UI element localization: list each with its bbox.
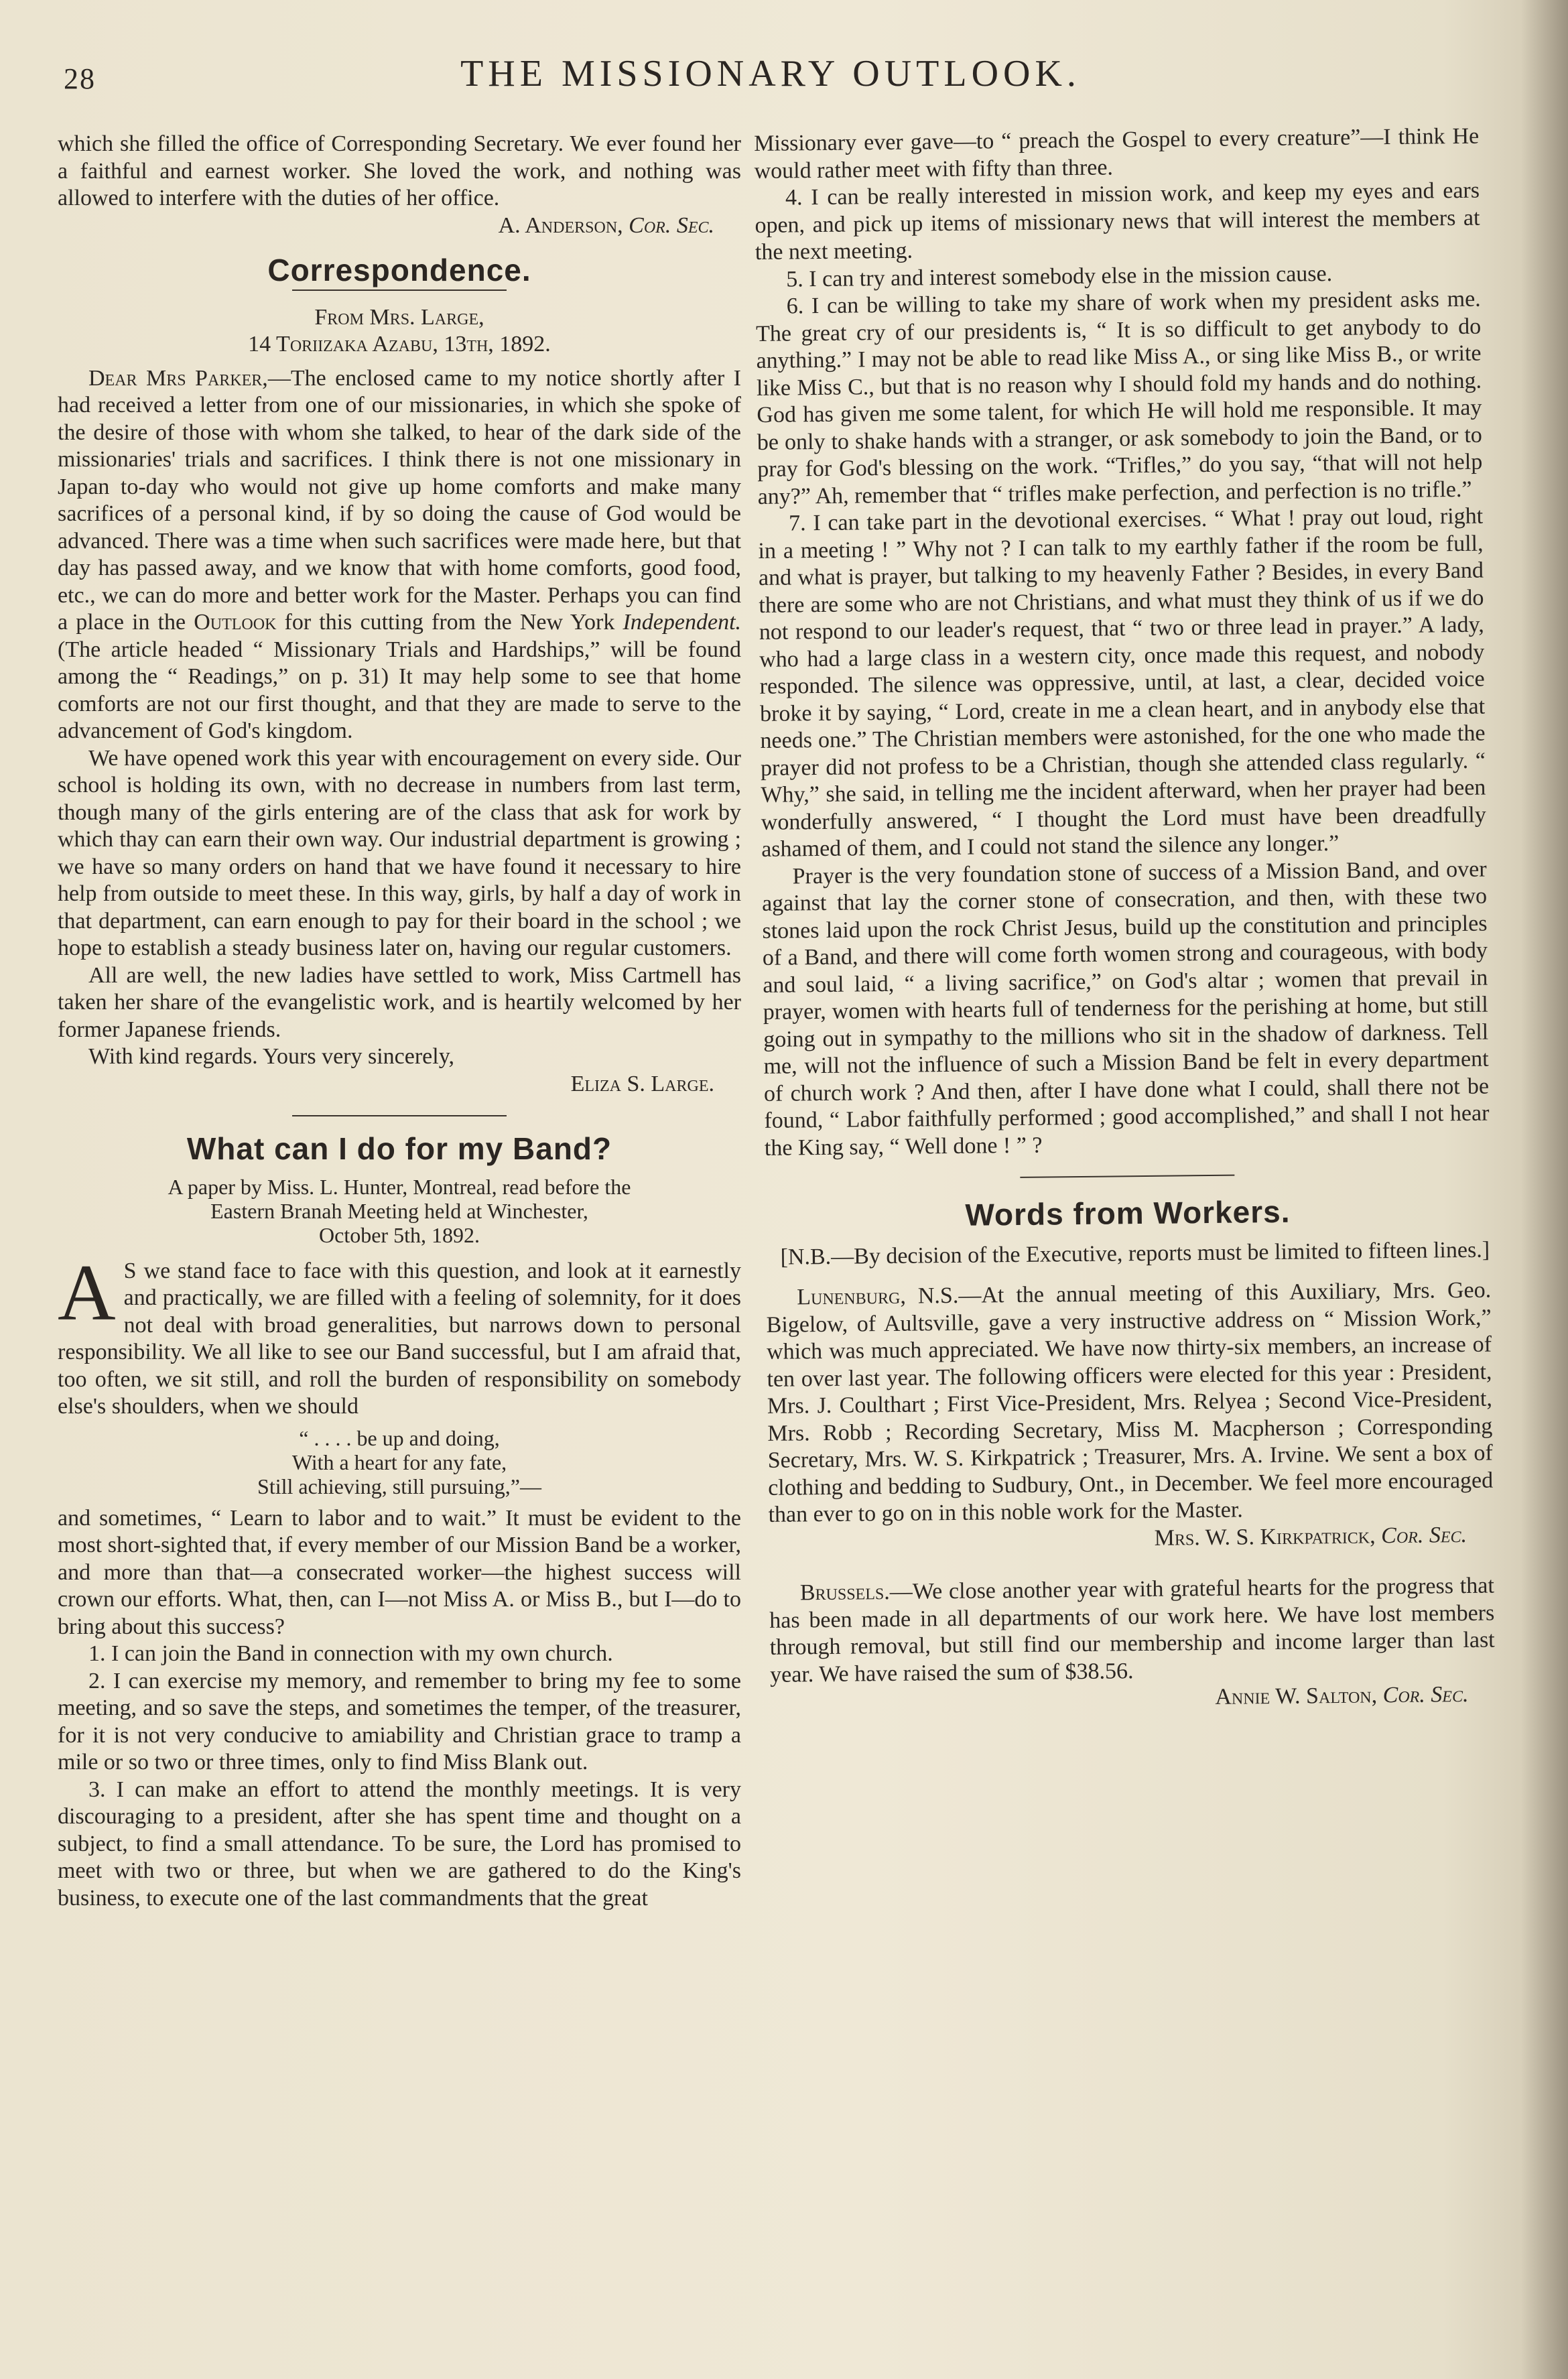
paper-intro-1: A paper by Miss. L. Hunter, Montreal, read before the: [168, 1174, 631, 1199]
left-column: [58, 131, 741, 1912]
brussels-place: Brussels.: [799, 1579, 890, 1606]
letter-paragraph-2: We have opened work this year with encouragement on every side. Our school is holding its own, with no decrease in numbers from last term, though many of the girls entering are of the class that ask for work by which thay can earn their own way. Our industrial department is growing ; we have so many orders on hand that we have found it necessary to hire help from outside to meet these. In this way, girls, by half a day of work in that department, can earn enough to pay for their board in the school ; we hope to establish a steady business later on, having our regular customers.: [58, 745, 741, 960]
continuation-paragraph: Missionary ever gave—to “ preach the Gospel to every creature”—I think He would rather meet with fifty than three.: [754, 123, 1480, 184]
band-paragraph-2: and sometimes, “ Learn to labor and to wait.” It must be evident to the most short-sighted that, if every member of our Mission Band be a worker, and more than that—a consecrated worker—the highest success will crown our efforts. What, then, can I—not Miss A. or Miss B., but I—do to bring about this success?: [58, 1505, 741, 1639]
opening-paragraph: which she filled the office of Corresponding Secretary. We ever found her a faithful and earnest worker. She loved the work, and nothing was allowed to interfere with the duties of her office.: [58, 131, 741, 210]
list-item-1: 1. I can join the Band in connection with my own church.: [88, 1641, 613, 1666]
letter-paragraph-1: Dear Mrs Parker,—The enclosed came to my notice shortly after I had received a letter from one of our missionaries, in which she spoke of the desire of those with whom she talked, to hear of the dark side of the missionaries' trials and sacrifices. I think there is not one missionary in Japan to-day who would not give up home comforts and make many sacrifices of a personal kind, if by so doing the cause of God would be advanced. There was a time when such sacrifices were made here, but that day has passed away, and we know that with home comforts, good food, etc., we can do more and better work for the Master. Perhaps you can find a place in the Outlook for this cutting from the New York Independent. (The article headed “ Missionary Trials and Hardships,” will be found among the “ Readings,” on p. 31) It may help some to see that home comforts are not our first thought, and that they are made to serve to the advancement of God's kingdom.: [58, 365, 742, 743]
verse-line-3: Still achieving, still pursuing,”—: [257, 1474, 541, 1498]
list-item-7: 7. I can take part in the devotional exercises. “ What ! pray out loud, right in a meeting ! ” Why not ? I can talk to my earthly father if the room be full, and what is prayer, but talking to my heavenly Father ? Besides, in every Band there are some who are not Christians, and what must they think of us if we do not respond to our leader's request, that “ two or three lead in prayer.” A lady, who had a large class in a western city, once made this request, and nobody responded. The silence was oppressive, until, at last, a clear, decided voice broke it by saying, “ Lord, create in me a clean heart, and in anybody else that needs one.” The Christian members were astonished, for the one who made the prayer did not profess to be a Christian, though she attended class regularly. “ Why,” she said, in telling me the incident afterward, when her prayer had been wonderfully answered, “ I thought the Lord must have been dreadfully ashamed of them, and I could not stand the silence any longer.”: [758, 503, 1486, 862]
page-header: [64, 52, 1478, 99]
right-column: [754, 123, 1496, 1716]
paper-intro-2: Eastern Branah Meeting held at Winchester,: [210, 1198, 588, 1223]
letter-signature: Eliza S. Large.: [570, 1071, 714, 1096]
heading-rule: [292, 290, 507, 291]
brussels-report: Brussels.—We close another year with grateful hearts for the progress that has been made in all departments of our work here. We have lost members through removal, but still find our membership and income larger than last year. We have raised the sum of $38.56.: [769, 1573, 1495, 1687]
paper-intro-3: October 5th, 1892.: [319, 1222, 480, 1247]
lunenburg-place: Lunenburg, N.S.: [797, 1283, 959, 1310]
binding-shadow: [1521, 0, 1568, 2379]
list-item-6: 6. I can be willing to take my share of work when my president asks me. The great cry of our presidents is, “ It is so difficult to get anybody to do anything.” I may not be able to read like Miss A., or sing like Miss B., or write like Miss C., but that is no reason why I should fold my hands and do nothing. God has given me some talent, for which He will hold me responsible. It may be only to shake hands with a stranger, or ask somebody to join the Band, or to pray for God's blessing on the work. “Trifles,” do you say, “that will not help any?” Ah, remember that “ trifles make perfection, and perfection is no trifle.”: [755, 286, 1483, 509]
list-item-4: 4. I can be really interested in mission work, and keep my eyes and ears open, and pick up items of missionary news that will interest the members at the next meeting.: [755, 178, 1480, 265]
outlook-word: Outlook: [194, 610, 277, 635]
opening-signature: A. Anderson, Cor. Sec.: [498, 212, 714, 238]
letter-closing: With kind regards. Yours very sincerely,: [88, 1044, 454, 1069]
verse-line-1: “ . . . . be up and doing,: [299, 1425, 500, 1450]
page-number: 28: [64, 62, 96, 95]
workers-heading: Words from Workers.: [965, 1194, 1291, 1232]
band-heading: What can I do for my Band?: [186, 1131, 612, 1166]
salutation: Dear Mrs Parker,: [88, 365, 268, 391]
list-item-3: 3. I can make an effort to attend the monthly meetings. It is very discouraging to a president, after she has spent time and thought on a subject, to find a small attendance. To be sure, the Lord has promised to meet with two or three, but when we are gathered to do the King's business, to execute one of the last commandments that the great: [58, 1777, 741, 1911]
journal-title: THE MISSIONARY OUTLOOK.: [460, 53, 1081, 94]
lunenburg-signature: Mrs. W. S. Kirkpatrick, Cor. Sec.: [1154, 1522, 1467, 1551]
prayer-paragraph: Prayer is the very foundation stone of success of a Mission Band, and over against that lay the corner stone of consecration, and then, with these two stones laid upon the rock Christ Jesus, build up the constitution and principles of a Band, and there will come forth women strong and courageous, with body and soul laid, “ a living sacrifice,” on God's altar ; women that prevail in prayer, women with hearts full of tenderness for the perishing at home, but still going out in sympathy to the millions who sit in the shadow of darkness. Tell me, will not the influence of such a Mission Band be felt in every department of church work ? And then, after I have done what I could, shall there not be found, “ Labor faithfully performed ; good accomplished,” and shall I not hear the King say, “ Well done ! ” ?: [761, 856, 1490, 1161]
drop-cap: A: [58, 1247, 116, 1337]
lunenburg-report: Lunenburg, N.S.—At the annual meeting of this Auxiliary, Mrs. Geo. Bigelow, of Aultsville, gave a very instructive address on “ Mission Work,” which was much appreciated. We have now thirty-six members, an increase of ten over last year. The following officers were elected for this year : President, Mrs. J. Coulthart ; First Vice-President, Mrs. Relyea ; Second Vice-President, Mrs. Robb ; Recording Secretary, Miss M. Macpherson ; Corresponding Secretary, Mrs. W. S. Kirkpatrick ; Treasurer, Mrs. A. Irvine. We sent a box of clothing and bedding to Sudbury, Ont., in December. We feel more encouraged than ever to go on in this noble work for the Master.: [766, 1277, 1494, 1527]
band-paragraph-1: A S we stand face to face with this question, and look at it earnestly and practically, we are filled with a feeling of solemnity, for it does not deal with broad generalities, but narrows down to personal responsibility. We all like to see our Band successful, but I am afraid that, too often, we sit still, and roll the burden of responsibility on somebody else's shoulders, when we should: [58, 1247, 741, 1419]
brussels-signature: Annie W. Salton, Cor. Sec.: [1215, 1681, 1469, 1710]
list-item-2: 2. I can exercise my memory, and remember to bring my fee to some meeting, and so save the steps, and sometimes the temper, of the treasurer, for it is not very conducive to amiability and Christian grace to tramp a mile or so two or three times, only to find Miss Blank out.: [58, 1668, 741, 1775]
from-line: From Mrs. Large,: [314, 304, 484, 330]
nb-note: [N.B.—By decision of the Executive, reports must be limited to fifteen lines.]: [780, 1237, 1490, 1270]
correspondence-heading: Correspondence.: [267, 253, 531, 287]
independent-word: Independent.: [623, 610, 742, 635]
list-item-5: 5. I can try and interest somebody else in the mission cause.: [786, 261, 1333, 292]
verse-line-2: With a heart for any fate,: [291, 1450, 507, 1474]
letter-paragraph-3: All are well, the new ladies have settled to work, Miss Cartmell has taken her share of the evangelistic work, and is heartily welcomed by her former Japanese friends.: [58, 962, 741, 1042]
address-line: 14 Toriizaka Azabu, 13th, 1892.: [248, 332, 551, 357]
